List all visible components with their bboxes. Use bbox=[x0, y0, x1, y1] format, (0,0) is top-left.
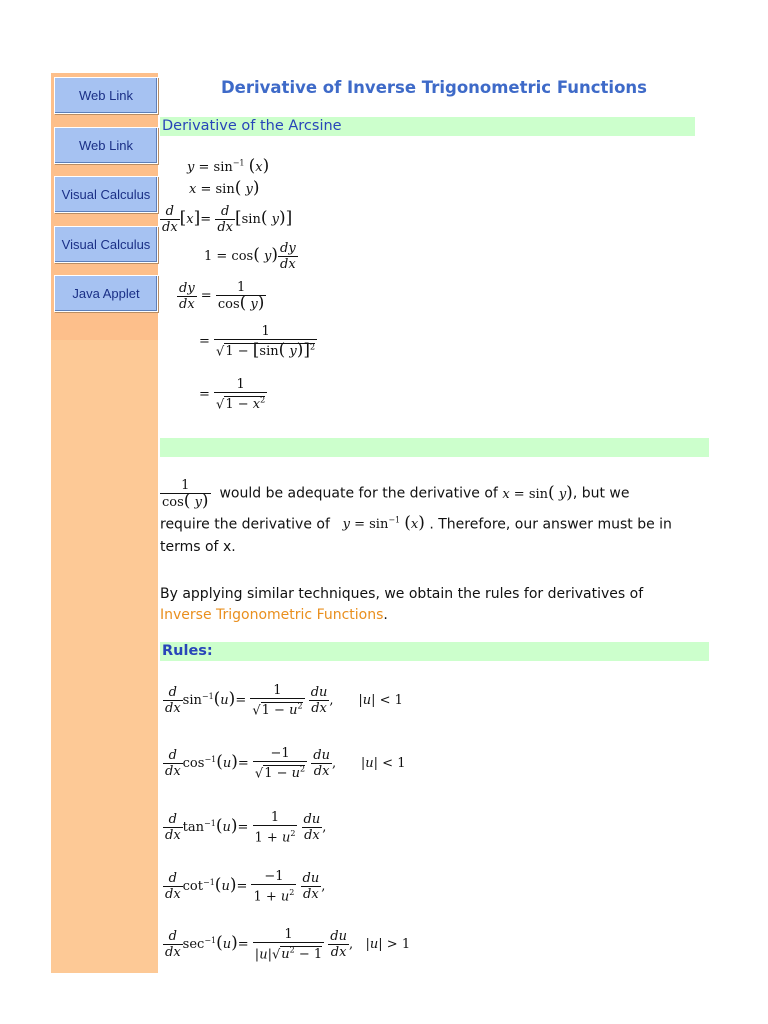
para1-text-e: terms of x. bbox=[160, 539, 236, 556]
rules-intro-paragraph bbox=[160, 584, 710, 626]
rule-arcsin: $\frac{d}{dx}$ $\sin^{-1}(u)=$ $\frac{1}{√1 - u^2}$ $\frac{du}{dx}$ , |u| < 1 bbox=[165, 683, 403, 719]
web-link-button-2[interactable]: Web Link bbox=[54, 127, 158, 164]
eq-differentiate: $\frac{d}{dx}$ [x]= $\frac{d}{dx}$ [sin( y)] bbox=[162, 204, 293, 235]
section-heading-arcsine: Derivative of the Arcsine bbox=[162, 118, 342, 134]
web-link-button-1[interactable]: Web Link bbox=[54, 77, 158, 114]
rules-heading: Rules: bbox=[162, 643, 213, 659]
para2-text: By applying similar techniques, we obtain the rules for derivatives of bbox=[160, 586, 644, 602]
explanation-paragraph: $\frac{1}{\cos( y)}$ would be adequate for the derivative of x = sin( y), but we require the derivative of $y = \sin^{-1} (x)$ . Therefore, our answer must be in terms of x. bbox=[160, 478, 672, 556]
para2-end: . bbox=[383, 607, 388, 623]
visual-calculus-button-1[interactable]: Visual Calculus bbox=[54, 176, 158, 213]
para1-text-b: , but we bbox=[572, 485, 630, 502]
visual-calculus-button-2[interactable]: Visual Calculus bbox=[54, 226, 158, 263]
para1-text-d: . Therefore, our answer must be in bbox=[429, 516, 672, 533]
eq-x-sin: x = sin( y) bbox=[189, 178, 260, 198]
para1-text-a: would be adequate for the derivative of bbox=[219, 485, 498, 502]
sidebar bbox=[51, 73, 158, 973]
rule-arctan: $\frac{d}{dx}$ $\tan^{-1}(u)=$ $\frac{1}{1 + u^2}$ $\frac{du}{dx}$ , bbox=[165, 810, 327, 846]
page-title: Derivative of Inverse Trigonometric Functions bbox=[220, 78, 647, 97]
eq-substitute: = $\frac{1}{√1 - [\sin( y)]^2}$ bbox=[199, 324, 316, 361]
rule-arcsec: $\frac{d}{dx}$ $\sec^{-1}(u)=$ $\frac{1}{|u|√u^2 - 1}$ $\frac{du}{dx}$ , |u| > 1 bbox=[165, 927, 411, 963]
eq-y-arcsin: $y = \sin^{-1} (x)$ bbox=[187, 156, 270, 176]
eq-chain-rule: 1 = cos( y) $\frac{dy}{dx}$ bbox=[204, 241, 296, 272]
java-applet-button[interactable]: Java Applet bbox=[54, 275, 158, 312]
rule-arccot: $\frac{d}{dx}$ $\cot^{-1}(u)=$ $\frac{-1}{1 + u^2}$ $\frac{du}{dx}$ , bbox=[165, 869, 326, 905]
rule-arccos: $\frac{d}{dx}$ $\cos^{-1}(u)=$ $\frac{-1}{√1 - u^2}$ $\frac{du}{dx}$ , |u| < 1 bbox=[165, 746, 406, 782]
inverse-trig-link[interactable]: Inverse Trigonometric Functions bbox=[160, 607, 384, 623]
eq-dy-dx: $\frac{dy}{dx}$ = $\frac{1}{\cos( y)}$ bbox=[179, 280, 265, 313]
eq-result: = $\frac{1}{√1 - x^2}$ bbox=[199, 377, 266, 413]
section-band-arcsine bbox=[160, 117, 695, 136]
section-band-rules bbox=[160, 642, 709, 661]
section-band-empty bbox=[160, 438, 709, 457]
para1-text-c: require the derivative of bbox=[160, 516, 330, 533]
